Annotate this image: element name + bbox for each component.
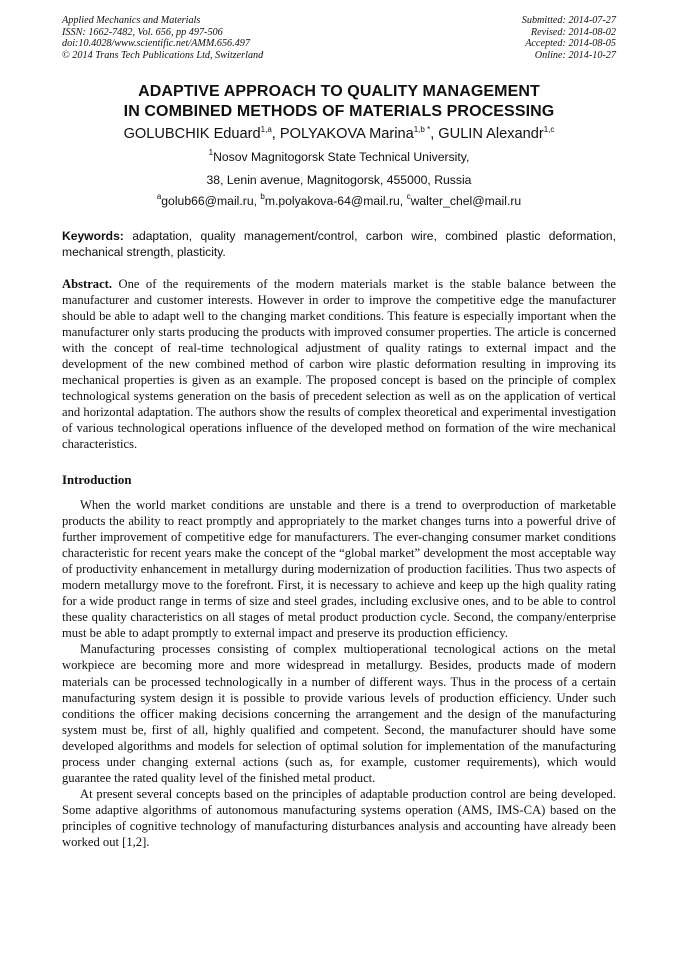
paper-title xyxy=(62,82,616,122)
author-1-affiliation: 1,a xyxy=(260,125,272,134)
introduction-paragraph-2: Manufacturing processes consisting of complex multioperational tecnological actions on the metal workpiece are becoming more and more widespread in metallurgy. Besides, products made of modern materials can be processed technologically in a number of different ways. Thus in the process of a certain manufacturing system design it is possible to provide various levels of production efficiency. Under such conditions the officer making decisions concerning the arrangement and the design of the manufacturing system must be, first of all, highly qualified and competent. Second, the manufacturer should have some developed algorithms and models for selection of optimal solution for implementation of the manufacturing process under changing external actions (such as, for example, customer requirements), which would guarantee the rated quality level of the finished metal product. xyxy=(62,642,616,785)
introduction-paragraph-3: At present several concepts based on the principles of adaptable production control are being developed. Some adaptive algorithms of autonomous manufacturing systems operation (AMS, IMS-CA) based on the principles of cognitive technology of manufacturing disturbances analysis and accounting have already been worked out [1,2]. xyxy=(62,786,616,849)
email-a: golub66@mail.ru, xyxy=(161,194,261,208)
journal-issn: ISSN: 1662-7482, Vol. 656, pp 497-506 xyxy=(62,26,223,38)
email-a-marker: a xyxy=(156,192,162,201)
institution-name: Nosov Magnitogorsk State Technical University, xyxy=(213,150,470,164)
abstract-text: One of the requirements of the modern materials market is the stable balance between the manufacturer and customer interests. However in order to improve the competitive edge the manufacturer should be able to adapt well to the changing market conditions. This feature is especially important when the manufacturer only starts producing the products with improved consumer properties. The article is concerned with the concept of real-time technological adjustment of quality ratings to external impact and the development of the new combined method of carbon wire plastic deformation resulting in improving its mechanical properties is given as an example. The proposed concept is based on the principle of complex technological systems generation on the basis of precedent selection as well as on the application of vertical and horizontal adaptation. The authors show the results of complex theoretical and experimental investigation of various technological operations influence of the developed method on formation of the wire mechanical characteristics. xyxy=(62,277,616,452)
author-2-affiliation: 1,b * xyxy=(413,125,431,134)
date-online: Online: 2014-10-27 xyxy=(534,49,616,61)
affiliation-institution xyxy=(62,149,616,165)
author-3: GULIN Alexandr xyxy=(438,126,544,142)
introduction-paragraph-1: When the world market conditions are unstable and there is a trend to overproduction of marketable products the ability to react promptly and appropriately to the market changes turns into a powerful drive of further improvement of competitive edge for manufacturers. The ever-changing consumer market conditions characteristic for recent years make the concept of the “global market” development the most acceptable way of productivity enhancement in metallurgy during modernization of production facilities. Thus two aspects of modern metallurgy move to the forefront. First, it is necessary to achieve and keep up the high quality rating for a wide product range in terms of size and steel grades, including exclusive ones, and to be able to control these quality characteristics on all stages of metal product production cycle. Second, the company/enterprise must be able to adapt promptly to external impact and preserve its production efficiency. xyxy=(62,498,616,641)
journal-info xyxy=(62,15,263,61)
introduction-body xyxy=(62,497,616,850)
title-line-1: ADAPTIVE APPROACH TO QUALITY MANAGEMENT xyxy=(138,83,540,100)
publication-dates xyxy=(522,15,616,61)
journal-copyright: © 2014 Trans Tech Publications Ltd, Switzerland xyxy=(62,49,264,61)
abstract xyxy=(62,276,616,453)
author-separator: , xyxy=(430,126,439,142)
email-b-marker: b xyxy=(260,192,265,201)
title-line-2: IN COMBINED METHODS OF MATERIALS PROCESSING xyxy=(123,103,555,120)
email-b: m.polyakova-64@mail.ru, xyxy=(264,194,407,208)
date-revised: Revised: 2014-08-02 xyxy=(530,26,616,38)
author-separator: , xyxy=(271,126,280,142)
section-heading-introduction: Introduction xyxy=(62,473,132,487)
author-3-affiliation: 1,c xyxy=(543,125,555,134)
date-accepted: Accepted: 2014-08-05 xyxy=(525,38,616,50)
author-1: GOLUBCHIK Eduard xyxy=(123,126,261,142)
author-list xyxy=(62,125,616,143)
abstract-label: Abstract. xyxy=(62,277,113,291)
affiliation-address: 38, Lenin avenue, Magnitogorsk, 455000, Russia xyxy=(206,173,472,187)
date-submitted: Submitted: 2014-07-27 xyxy=(521,15,616,26)
keywords-text: adaptation, quality management/control, carbon wire, combined plastic deformation, mechanical strength, plasticity. xyxy=(62,229,616,259)
keywords xyxy=(62,229,616,260)
abstract-paragraph xyxy=(62,276,616,453)
author-emails xyxy=(62,193,616,209)
author-2: POLYAKOVA Marina xyxy=(279,126,414,142)
keywords-label: Keywords: xyxy=(62,229,124,243)
affiliation-marker: 1 xyxy=(208,148,214,157)
journal-doi: doi:10.4028/www.scientific.net/AMM.656.497 xyxy=(62,38,250,50)
email-c: walter_chel@mail.ru xyxy=(410,194,522,208)
email-c-marker: c xyxy=(406,192,411,201)
journal-name: Applied Mechanics and Materials xyxy=(62,15,201,26)
